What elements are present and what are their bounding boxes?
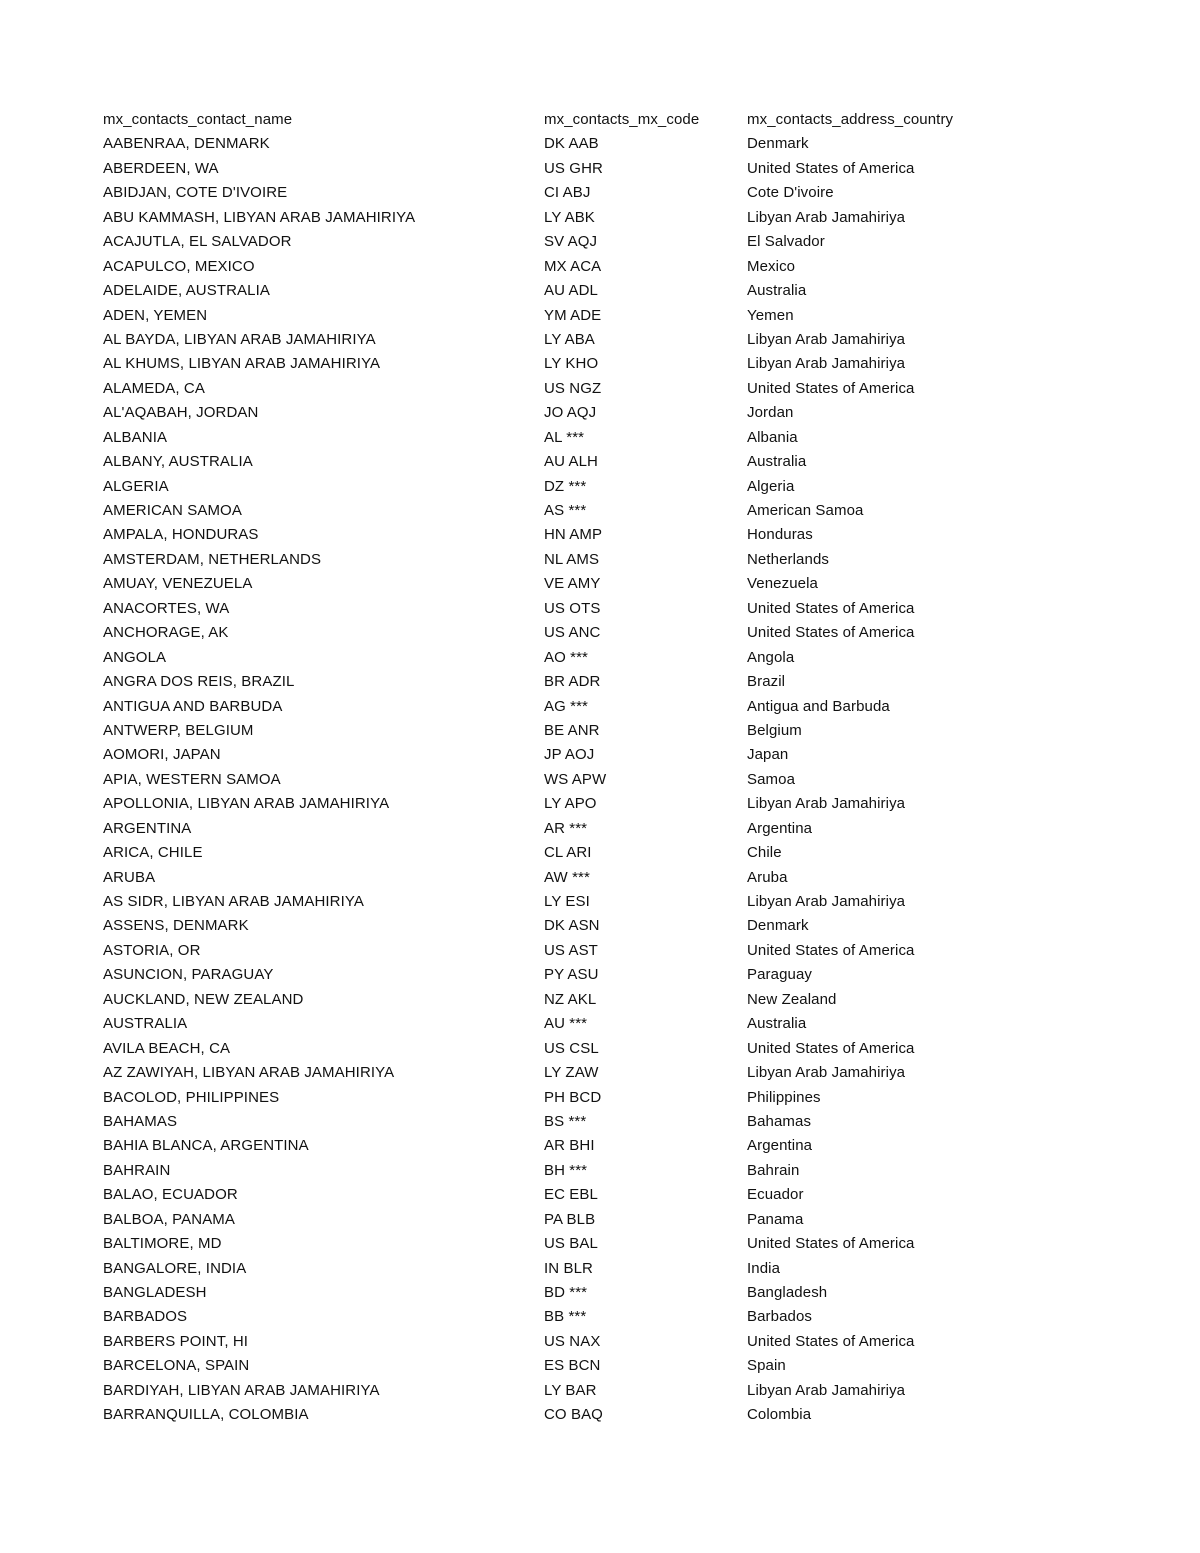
contact-name-cell: AMERICAN SAMOA [103,502,242,519]
mx-code-cell: CI ABJ [544,184,591,202]
contact-name-cell: ANTWERP, BELGIUM [103,721,254,739]
table-row [103,1232,1103,1256]
mx-code-cell: AO *** [544,648,588,666]
mx-code-cell: US OTS [544,599,601,617]
table-row [103,1159,1103,1183]
contact-name-cell: AL BAYDA, LIBYAN ARAB JAMAHIRIYA [103,330,376,348]
country-cell: Paraguay [747,966,813,984]
country-cell: United States of America [747,159,915,177]
table-row [103,1037,1103,1061]
mx-code-cell: BD *** [544,1284,588,1301]
table-row [103,768,1103,792]
mx-code-cell: AL *** [544,428,585,446]
mx-code-cell: AS *** [544,502,587,519]
mx-code-cell: BR ADR [544,673,601,691]
contact-name-cell: ARICA, CHILE [103,844,203,862]
contact-name-cell: BARBERS POINT, HI [103,1332,249,1350]
table-row [103,719,1103,743]
contact-name-cell: BACOLOD, PHILIPPINES [103,1088,280,1106]
contact-name-cell: BANGALORE, INDIA [103,1259,247,1277]
table-row [103,1208,1103,1232]
mx-code-cell: BB *** [544,1308,587,1326]
mx-code-cell: US ANC [544,624,601,642]
country-cell: Ecuador [747,1186,804,1204]
table-row [103,1305,1103,1329]
country-cell: Japan [747,746,789,764]
country-cell: United States of America [747,941,915,959]
contact-name-cell: ANGRA DOS REIS, BRAZIL [103,673,295,691]
contact-name-cell: ALBANIA [103,428,168,446]
header-row [103,108,1103,132]
mx-code-cell: AU ADL [544,282,598,300]
mx-code-cell: ES BCN [544,1357,601,1375]
country-cell: Aruba [747,868,788,886]
country-cell: Antigua and Barbuda [747,697,890,715]
contact-name-cell: AVILA BEACH, CA [103,1039,231,1057]
contact-name-cell: ALAMEDA, CA [103,379,205,397]
mx-code-cell: AG *** [544,697,588,715]
table-row [103,1354,1103,1378]
contact-name-cell: APIA, WESTERN SAMOA [103,770,281,788]
country-cell: New Zealand [747,990,837,1008]
country-cell: United States of America [747,1039,915,1057]
table-body [103,132,1103,1427]
contact-name-cell: ASUNCION, PARAGUAY [103,966,274,984]
mx-code-cell: US GHR [544,159,603,177]
country-cell: Belgium [747,721,802,739]
mx-code-cell: BE ANR [544,721,600,739]
table-row [103,963,1103,987]
mx-code-cell: IN BLR [544,1259,593,1277]
table-row [103,914,1103,938]
table-row [103,890,1103,914]
contact-name-cell: AABENRAA, DENMARK [103,135,270,153]
table-row [103,866,1103,890]
table-row [103,743,1103,767]
country-cell: United States of America [747,379,915,397]
contact-name-cell: ANGOLA [103,648,167,666]
contact-name-cell: BALTIMORE, MD [103,1235,222,1253]
table-row [103,792,1103,816]
contact-name-cell: ACAPULCO, MEXICO [103,257,255,275]
mx-code-cell: HN AMP [544,526,603,544]
mx-code-cell: BH *** [544,1161,588,1179]
country-cell: Libyan Arab Jamahiriya [747,355,906,373]
table-row [103,988,1103,1012]
contact-name-cell: BAHRAIN [103,1161,171,1179]
table-row [103,1086,1103,1110]
table-row [103,157,1103,181]
country-cell: Libyan Arab Jamahiriya [747,330,906,348]
mx-code-cell: NL AMS [544,550,600,568]
mx-code-cell: NZ AKL [544,990,597,1008]
table-row [103,1134,1103,1158]
mx-code-cell: PY ASU [544,966,599,984]
contact-name-cell: AS SIDR, LIBYAN ARAB JAMAHIRIYA [103,893,364,910]
mx-code-cell: US NAX [544,1332,601,1350]
country-cell: Australia [747,282,807,300]
country-cell: Libyan Arab Jamahiriya [747,208,906,226]
contacts-table [103,108,1103,1428]
table-row [103,255,1103,279]
mx-code-cell: AU ALH [544,453,598,471]
country-cell: India [747,1259,781,1277]
contact-name-cell: AL'AQABAH, JORDAN [103,404,259,422]
country-cell: Australia [747,1015,807,1033]
table-row [103,841,1103,865]
contact-name-cell: BARDIYAH, LIBYAN ARAB JAMAHIRIYA [103,1381,380,1399]
country-cell: Spain [747,1357,786,1375]
table-row [103,695,1103,719]
mx-code-cell: LY ABK [544,208,595,226]
table-row [103,1110,1103,1134]
country-cell: Brazil [747,673,786,691]
contact-name-cell: AMUAY, VENEZUELA [103,575,253,593]
table-row [103,572,1103,596]
mx-code-cell: AR *** [544,819,588,837]
table-row [103,230,1103,254]
mx-code-cell: LY ABA [544,330,595,348]
mx-code-cell: PH BCD [544,1088,602,1106]
mx-code-cell: YM ADE [544,306,602,324]
country-cell: Panama [747,1210,804,1228]
mx-code-cell: CO BAQ [544,1406,603,1424]
country-cell: Cote D'ivoire [747,184,834,202]
contact-name-cell: BARRANQUILLA, COLOMBIA [103,1406,309,1424]
table-row [103,499,1103,523]
mx-code-cell: MX ACA [544,257,602,275]
table-row [103,1183,1103,1207]
contact-name-cell: AL KHUMS, LIBYAN ARAB JAMAHIRIYA [103,355,381,373]
contact-name-cell: AZ ZAWIYAH, LIBYAN ARAB JAMAHIRIYA [103,1064,395,1082]
mx-code-cell: LY BAR [544,1381,597,1399]
mx-code-cell: US CSL [544,1039,599,1057]
mx-code-cell: DK ASN [544,917,600,935]
country-cell: Venezuela [747,575,818,593]
table-row [103,450,1103,474]
mx-code-cell: AW *** [544,868,590,886]
contact-name-cell: AMPALA, HONDURAS [103,526,259,544]
country-cell: Angola [747,648,795,666]
country-cell: Philippines [747,1088,821,1106]
contact-name-cell: ADELAIDE, AUSTRALIA [103,282,270,300]
country-cell: Libyan Arab Jamahiriya [747,1064,906,1082]
contact-name-cell: ARGENTINA [103,819,192,837]
country-cell: Netherlands [747,550,829,568]
country-cell: United States of America [747,599,915,617]
contact-name-cell: BAHIA BLANCA, ARGENTINA [103,1137,309,1155]
country-cell: Albania [747,428,798,446]
country-cell: Chile [747,844,782,862]
contact-name-cell: ASSENS, DENMARK [103,917,249,935]
country-cell: Libyan Arab Jamahiriya [747,795,906,813]
contact-name-cell: ABU KAMMASH, LIBYAN ARAB JAMAHIRIYA [103,208,416,226]
table-row [103,1257,1103,1281]
contact-name-cell: AMSTERDAM, NETHERLANDS [103,550,322,568]
table-row [103,670,1103,694]
country-cell: American Samoa [747,502,864,519]
contact-name-cell: ACAJUTLA, EL SALVADOR [103,233,292,251]
contact-name-cell: ANACORTES, WA [103,599,230,617]
header-contact-name: mx_contacts_contact_name [103,111,293,128]
contact-name-cell: ABIDJAN, COTE D'IVOIRE [103,184,288,202]
mx-code-cell: US BAL [544,1235,598,1253]
country-cell: Yemen [747,306,794,324]
mx-code-cell: LY ZAW [544,1064,599,1082]
country-cell: Jordan [747,404,794,422]
country-cell: Argentina [747,819,813,837]
country-cell: Denmark [747,917,809,935]
contact-name-cell: BALBOA, PANAMA [103,1210,235,1228]
mx-code-cell: SV AQJ [544,233,598,251]
country-cell: Libyan Arab Jamahiriya [747,1381,906,1399]
header-mx-code: mx_contacts_mx_code [544,111,700,128]
country-cell: Libyan Arab Jamahiriya [747,893,906,910]
country-cell: United States of America [747,624,915,642]
country-cell: Bahrain [747,1161,800,1179]
table-row [103,1061,1103,1085]
contact-name-cell: AUSTRALIA [103,1015,188,1033]
table-row [103,1330,1103,1354]
table-row [103,817,1103,841]
table-row [103,548,1103,572]
country-cell: Bangladesh [747,1284,828,1301]
contact-name-cell: ALGERIA [103,477,169,495]
table-row [103,621,1103,645]
contact-name-cell: APOLLONIA, LIBYAN ARAB JAMAHIRIYA [103,795,390,813]
mx-code-cell: DZ *** [544,477,587,495]
mx-code-cell: AR BHI [544,1137,595,1155]
country-cell: Samoa [747,770,796,788]
country-cell: United States of America [747,1332,915,1350]
contact-name-cell: ANTIGUA AND BARBUDA [103,697,283,715]
contact-name-cell: ADEN, YEMEN [103,306,208,324]
mx-code-cell: LY ESI [544,893,590,910]
contact-name-cell: ANCHORAGE, AK [103,624,229,642]
table-row [103,352,1103,376]
mx-code-cell: AU *** [544,1015,588,1033]
contact-name-cell: BAHAMAS [103,1112,178,1130]
table-row [103,206,1103,230]
country-cell: Bahamas [747,1112,812,1130]
mx-code-cell: LY APO [544,795,597,813]
country-cell: Mexico [747,257,796,275]
header-address-country: mx_contacts_address_country [747,111,954,128]
contact-name-cell: ALBANY, AUSTRALIA [103,453,253,471]
mx-code-cell: US NGZ [544,379,602,397]
contact-name-cell: BANGLADESH [103,1284,207,1301]
country-cell: El Salvador [747,233,825,251]
table-row [103,1379,1103,1403]
table-row [103,523,1103,547]
table-row [103,939,1103,963]
mx-code-cell: JP AOJ [544,746,595,764]
contact-name-cell: BARBADOS [103,1308,188,1326]
country-cell: Australia [747,453,807,471]
table-row [103,426,1103,450]
table-row [103,1281,1103,1305]
table-row [103,181,1103,205]
mx-code-cell: LY KHO [544,355,599,373]
contact-name-cell: AUCKLAND, NEW ZEALAND [103,990,304,1008]
country-cell: Honduras [747,526,813,544]
table-row [103,328,1103,352]
table-row [103,279,1103,303]
country-cell: Colombia [747,1406,812,1424]
table-row [103,597,1103,621]
country-cell: Denmark [747,135,809,153]
mx-code-cell: WS APW [544,770,607,788]
contact-name-cell: ASTORIA, OR [103,941,201,959]
table-row [103,401,1103,425]
country-cell: Algeria [747,477,795,495]
table-row [103,1403,1103,1427]
mx-code-cell: PA BLB [544,1210,596,1228]
country-cell: Argentina [747,1137,813,1155]
mx-code-cell: VE AMY [544,575,601,593]
contact-name-cell: BALAO, ECUADOR [103,1186,238,1204]
mx-code-cell: DK AAB [544,135,599,153]
table-row [103,475,1103,499]
mx-code-cell: BS *** [544,1112,587,1130]
mx-code-cell: US AST [544,941,598,959]
mx-code-cell: CL ARI [544,844,592,862]
table-row [103,304,1103,328]
table-row [103,646,1103,670]
contact-name-cell: BARCELONA, SPAIN [103,1357,250,1375]
table-row [103,1012,1103,1036]
mx-code-cell: JO AQJ [544,404,597,422]
country-cell: Barbados [747,1308,813,1326]
table-row [103,132,1103,156]
table-row [103,377,1103,401]
country-cell: United States of America [747,1235,915,1253]
contact-name-cell: ARUBA [103,868,156,886]
mx-code-cell: EC EBL [544,1186,598,1204]
contact-name-cell: ABERDEEN, WA [103,159,219,177]
contact-name-cell: AOMORI, JAPAN [103,746,221,764]
